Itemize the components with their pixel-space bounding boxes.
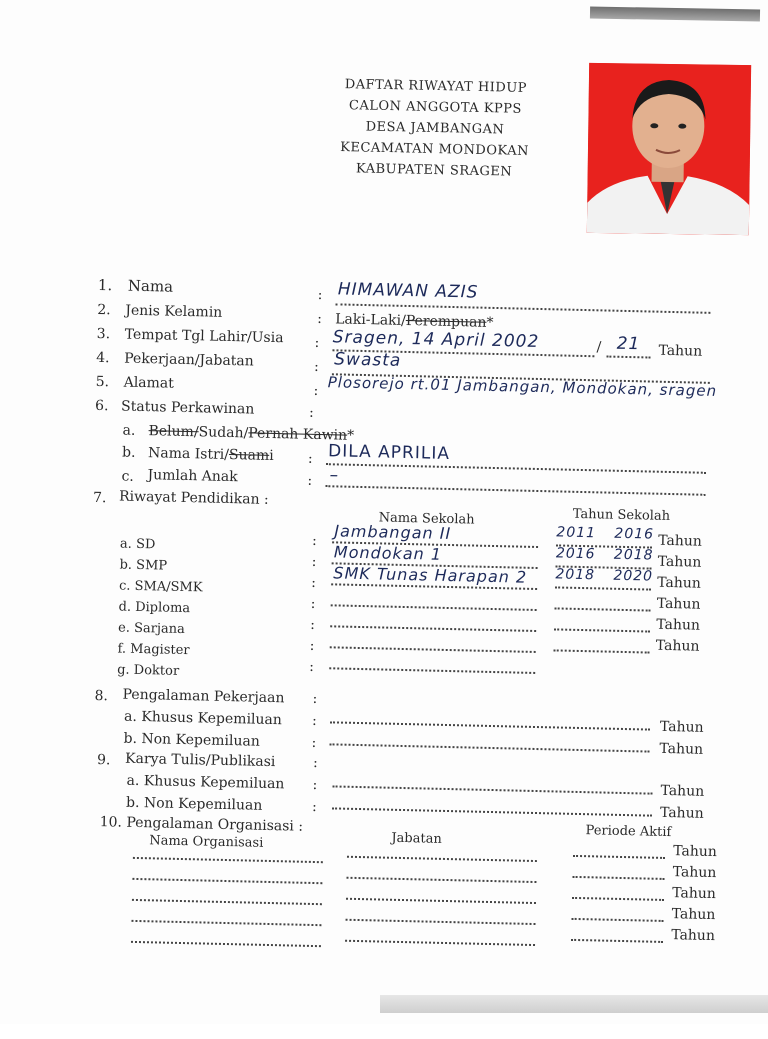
- karya-a-unit: Tahun: [660, 782, 705, 800]
- nama-colon: :: [317, 286, 323, 304]
- edu-year-unit: Tahun: [657, 574, 702, 592]
- org-periode-line[interactable]: [572, 918, 664, 922]
- pengalaman-b-unit: Tahun: [659, 740, 704, 758]
- org-jabatan-line[interactable]: [346, 877, 536, 883]
- karya-colon: :: [312, 754, 318, 772]
- nama-istri-value[interactable]: DILA APRILIA: [327, 441, 451, 464]
- org-name-line[interactable]: [132, 878, 322, 884]
- edu-year-unit: Tahun: [658, 532, 703, 550]
- alamat-number: 5.: [95, 373, 110, 391]
- edu-school-value[interactable]: Mondokan 1: [333, 542, 443, 564]
- edu-year-line: [555, 607, 651, 611]
- pengalaman-b-colon: :: [311, 734, 317, 752]
- karya-b-line[interactable]: [332, 807, 652, 816]
- nama-label: Nama: [127, 276, 174, 296]
- nama-istri-line: [326, 463, 706, 474]
- status-c-label: c.: [121, 468, 135, 485]
- org-name-line[interactable]: [131, 941, 321, 947]
- org-periode-line[interactable]: [572, 897, 664, 901]
- edu-year-unit: Tahun: [656, 616, 701, 634]
- status-a-label: a.: [122, 422, 136, 439]
- edu-year-from[interactable]: 2018: [555, 566, 596, 584]
- header-line-3: DESA JAMBANGAN: [365, 119, 505, 138]
- karya-a-line[interactable]: [333, 785, 653, 794]
- pendidikan-number: 7.: [92, 489, 107, 507]
- usia-line: [606, 356, 650, 359]
- edu-row-label: e. Sarjana: [117, 620, 185, 638]
- org-jabatan-line[interactable]: [345, 940, 535, 946]
- status-options: [148, 423, 354, 444]
- status-option-belum[interactable]: Belum/: [148, 423, 199, 441]
- header-line-2: CALON ANGGOTA KPPS: [348, 98, 523, 117]
- org-periode-unit: Tahun: [673, 843, 718, 861]
- pengalaman-a-line[interactable]: [330, 721, 650, 730]
- status-b-label: b.: [121, 444, 136, 461]
- pengalaman-a-colon: :: [311, 712, 317, 730]
- jk-asterisk: *: [486, 314, 494, 331]
- usia-value[interactable]: 21: [616, 333, 641, 355]
- karya-b-unit: Tahun: [659, 804, 704, 822]
- pengalaman-colon: :: [312, 690, 318, 708]
- edu-row-colon: :: [311, 553, 317, 570]
- jk-number: 2.: [97, 301, 111, 319]
- edu-row-label: f. Magister: [117, 641, 190, 659]
- ttl-separator: /: [596, 339, 602, 356]
- edu-row-colon: :: [310, 595, 316, 612]
- jumlah-anak-value[interactable]: –: [329, 465, 340, 486]
- col-periode-aktif: Periode Aktif: [585, 823, 672, 841]
- edu-year-from[interactable]: 2016: [555, 545, 596, 563]
- edu-row-colon: :: [311, 532, 318, 549]
- status-option-pernah[interactable]: Pernah Kawin: [248, 425, 348, 444]
- org-jabatan-line[interactable]: [347, 856, 537, 862]
- edu-year-line: [554, 649, 650, 653]
- ttl-label: Tempat Tgl Lahir/Usia: [124, 326, 284, 347]
- pengalaman-number: 8.: [94, 687, 109, 705]
- status-number: 6.: [94, 397, 109, 415]
- jk-colon: :: [316, 310, 323, 328]
- org-name-line[interactable]: [133, 857, 323, 863]
- edu-year-line: [555, 586, 651, 590]
- karya-b: b. Non Kepemiluan: [125, 794, 263, 814]
- edu-year-unit: Tahun: [657, 553, 702, 571]
- ttl-unit: Tahun: [658, 342, 703, 360]
- col-tahun-sekolah: Tahun Sekolah: [572, 506, 671, 524]
- org-name-line[interactable]: [132, 899, 322, 905]
- org-periode-unit: Tahun: [671, 927, 716, 945]
- status-label: Status Perkawinan: [120, 398, 255, 418]
- edu-year-unit: Tahun: [656, 595, 701, 613]
- nama-istri-label: Nama Istri/Suami: [147, 445, 274, 464]
- edu-row-label: b. SMP: [119, 557, 168, 574]
- edu-row-colon: :: [311, 574, 317, 591]
- edu-year-to[interactable]: 2020: [613, 567, 654, 585]
- karya-a-colon: :: [312, 776, 318, 794]
- org-periode-unit: Tahun: [672, 885, 717, 903]
- alamat-label: Alamat: [123, 374, 175, 392]
- edu-year-line: [554, 628, 650, 632]
- edu-year-to[interactable]: 2016: [614, 525, 655, 543]
- jumlah-anak-colon: :: [307, 472, 313, 489]
- pekerjaan-colon: :: [313, 358, 319, 375]
- edu-year-from[interactable]: 2011: [556, 524, 597, 542]
- col-nama-organisasi: Nama Organisasi: [149, 833, 264, 851]
- status-asterisk: *: [346, 427, 355, 444]
- jk-label: Jenis Kelamin: [125, 302, 223, 321]
- karya-label: Karya Tulis/Publikasi: [124, 750, 276, 771]
- karya-number: 9.: [96, 752, 111, 769]
- status-colon: :: [308, 404, 314, 421]
- edu-row-colon: :: [309, 637, 315, 654]
- jumlah-anak-line: [325, 485, 705, 496]
- org-periode-line[interactable]: [571, 939, 663, 943]
- edu-school-line: [331, 604, 537, 611]
- org-jabatan-line[interactable]: [346, 898, 536, 904]
- col-nama-sekolah: Nama Sekolah: [378, 510, 475, 528]
- org-name-line[interactable]: [131, 920, 321, 926]
- col-jabatan: Jabatan: [391, 830, 442, 847]
- organisasi-label: 10. Pengalaman Organisasi :: [99, 814, 304, 835]
- jumlah-anak-label: Jumlah Anak: [147, 467, 238, 486]
- pendidikan-label: Riwayat Pendidikan :: [118, 488, 269, 508]
- org-periode-unit: Tahun: [672, 864, 717, 882]
- nama-value[interactable]: HIMAWAN AZIS: [337, 279, 479, 303]
- edu-school-line: [329, 667, 535, 674]
- edu-row-colon: :: [309, 658, 315, 675]
- status-option-sudah[interactable]: Sudah/: [198, 424, 249, 442]
- nama-istri-colon: :: [307, 450, 313, 467]
- pekerjaan-value[interactable]: Swasta: [334, 349, 402, 371]
- header-line-5: KABUPATEN SRAGEN: [355, 161, 513, 180]
- alamat-value[interactable]: Plosorejo rt.01 Jambangan, Mondokan, sragen: [327, 373, 718, 401]
- edu-school-line: [330, 625, 536, 632]
- ttl-number: 3.: [96, 325, 111, 343]
- edu-row-label: c. SMA/SMK: [118, 578, 203, 596]
- jk-option-male[interactable]: Laki-Laki/: [334, 311, 406, 329]
- jk-option-female[interactable]: Perempuan: [405, 312, 487, 331]
- nama-number: 1.: [97, 275, 113, 295]
- pengalaman-a-unit: Tahun: [659, 718, 704, 736]
- karya-b-colon: :: [311, 798, 317, 816]
- edu-school-value[interactable]: Jambangan II: [334, 521, 452, 544]
- pekerjaan-label: Pekerjaan/Jabatan: [124, 350, 254, 370]
- edu-school-value[interactable]: SMK Tunas Harapan 2: [333, 563, 528, 587]
- edu-year-unit: Tahun: [655, 637, 700, 655]
- pengalaman-b: b. Non Kepemiluan: [123, 730, 260, 750]
- pengalaman-b-line[interactable]: [330, 743, 650, 752]
- ttl-colon: :: [314, 334, 320, 351]
- edu-row-label: g. Doktor: [116, 662, 180, 679]
- edu-row-label: a. SD: [119, 536, 156, 553]
- edu-row-label: d. Diploma: [118, 599, 191, 617]
- edu-year-to[interactable]: 2018: [613, 546, 654, 564]
- alamat-colon: :: [313, 382, 319, 399]
- pekerjaan-number: 4.: [96, 349, 110, 367]
- header-line-1: DAFTAR RIWAYAT HIDUP: [344, 77, 528, 96]
- org-jabatan-line[interactable]: [346, 919, 536, 925]
- org-periode-line[interactable]: [573, 855, 665, 859]
- edu-row-colon: :: [310, 616, 316, 633]
- pengalaman-label: Pengalaman Pekerjaan: [122, 686, 285, 707]
- header-line-4: KECAMATAN MONDOKAN: [340, 140, 530, 159]
- org-periode-unit: Tahun: [671, 906, 716, 924]
- ttl-value[interactable]: Sragen, 14 April 2002: [332, 327, 540, 352]
- pengalaman-a: a. Khusus Kepemiluan: [123, 708, 283, 729]
- edu-school-line: [330, 646, 536, 653]
- karya-a: a. Khusus Kepemiluan: [126, 772, 285, 793]
- org-periode-line[interactable]: [573, 876, 665, 880]
